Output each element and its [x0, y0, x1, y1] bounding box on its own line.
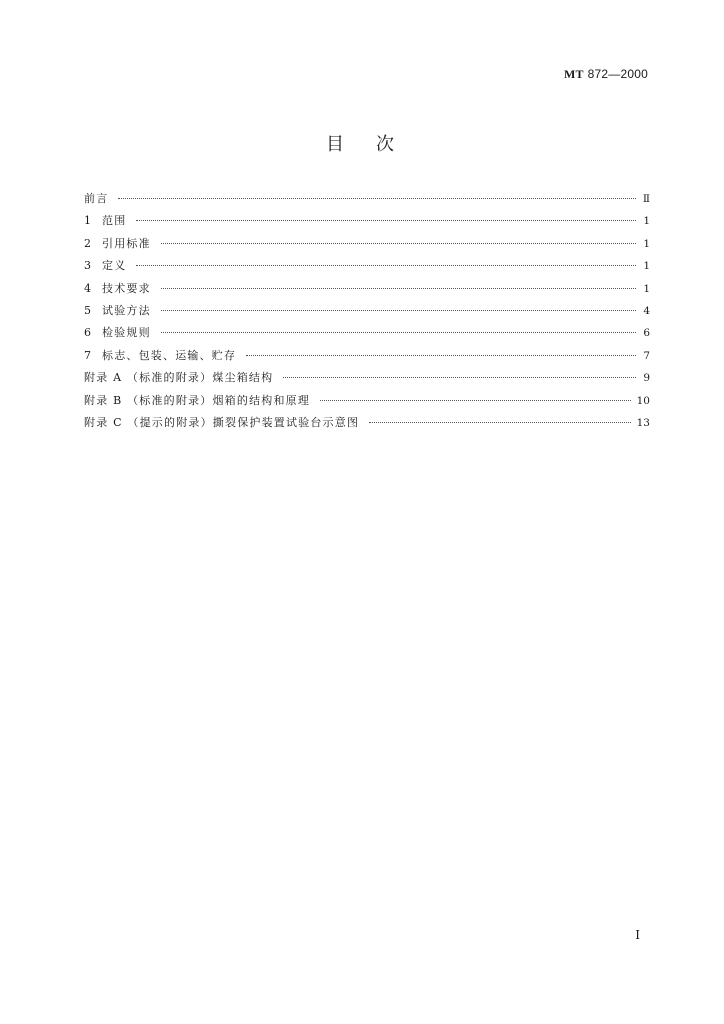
dot-leader	[320, 400, 631, 401]
toc-label: 试验方法	[102, 303, 151, 317]
toc-entry-marking-packaging[interactable]	[84, 347, 650, 369]
toc-entry-inspection-rules[interactable]	[84, 324, 650, 346]
toc-page-number: 7	[643, 349, 650, 362]
toc-section-number: 1	[84, 214, 91, 228]
dot-leader	[283, 377, 636, 378]
dot-leader	[246, 355, 636, 356]
toc-label: 附录 C （提示的附录）撕裂保护装置试验台示意图	[84, 415, 360, 429]
standard-code	[564, 67, 648, 82]
toc-entry-appendix-c[interactable]	[84, 414, 650, 436]
toc-entry-foreword[interactable]	[84, 190, 650, 212]
toc-entry-definitions[interactable]	[84, 257, 650, 279]
toc-label: 定义	[102, 259, 127, 273]
toc-section-number: 2	[84, 236, 91, 250]
toc-section-number: 6	[84, 326, 91, 340]
toc-label: 附录 A （标准的附录）煤尘箱结构	[84, 371, 274, 385]
dot-leader	[369, 422, 630, 423]
toc-label: 检验规则	[102, 326, 151, 340]
toc-section-number: 7	[84, 348, 91, 362]
dot-leader	[118, 198, 636, 199]
toc-entry-appendix-b[interactable]	[84, 392, 650, 414]
toc-page-number: 4	[643, 304, 650, 317]
toc-page-number: 1	[643, 282, 650, 295]
toc-label: 技术要求	[102, 281, 151, 295]
toc-page-number: 1	[643, 215, 650, 228]
dot-leader	[161, 243, 636, 244]
toc-label: 前言	[84, 192, 109, 205]
dot-leader	[161, 310, 636, 311]
dot-leader	[161, 332, 636, 333]
toc-section-number: 3	[84, 259, 91, 273]
toc-section-number: 4	[84, 281, 91, 295]
toc-page-number: 9	[643, 372, 650, 385]
standard-number: 872—2000	[587, 67, 648, 81]
toc-label: 范围	[102, 214, 127, 228]
toc-label: 标志、包装、运输、贮存	[102, 348, 237, 362]
page-number: Ⅰ	[635, 928, 640, 942]
dot-leader	[136, 220, 636, 221]
toc-page-number: 1	[643, 237, 650, 250]
toc-page-number: 13	[636, 416, 650, 429]
toc-label: 附录 B （标准的附录）烟箱的结构和原理	[84, 393, 311, 407]
toc-page-number: Ⅱ	[642, 193, 650, 205]
toc-entry-appendix-a[interactable]	[84, 369, 650, 391]
table-of-contents	[84, 190, 650, 436]
toc-entry-scope[interactable]	[84, 212, 650, 234]
toc-page-number: 10	[636, 394, 650, 407]
standard-prefix: MT	[563, 67, 584, 81]
toc-section-number: 5	[84, 303, 91, 317]
toc-entry-test-methods[interactable]	[84, 302, 650, 324]
toc-label: 引用标准	[102, 236, 151, 250]
toc-page-number: 1	[643, 260, 650, 273]
toc-entry-technical-requirements[interactable]	[84, 280, 650, 302]
page-title: 目次	[326, 134, 426, 155]
dot-leader	[161, 288, 636, 289]
toc-entry-normative-references[interactable]	[84, 235, 650, 257]
dot-leader	[136, 265, 636, 266]
toc-page-number: 6	[643, 327, 650, 340]
